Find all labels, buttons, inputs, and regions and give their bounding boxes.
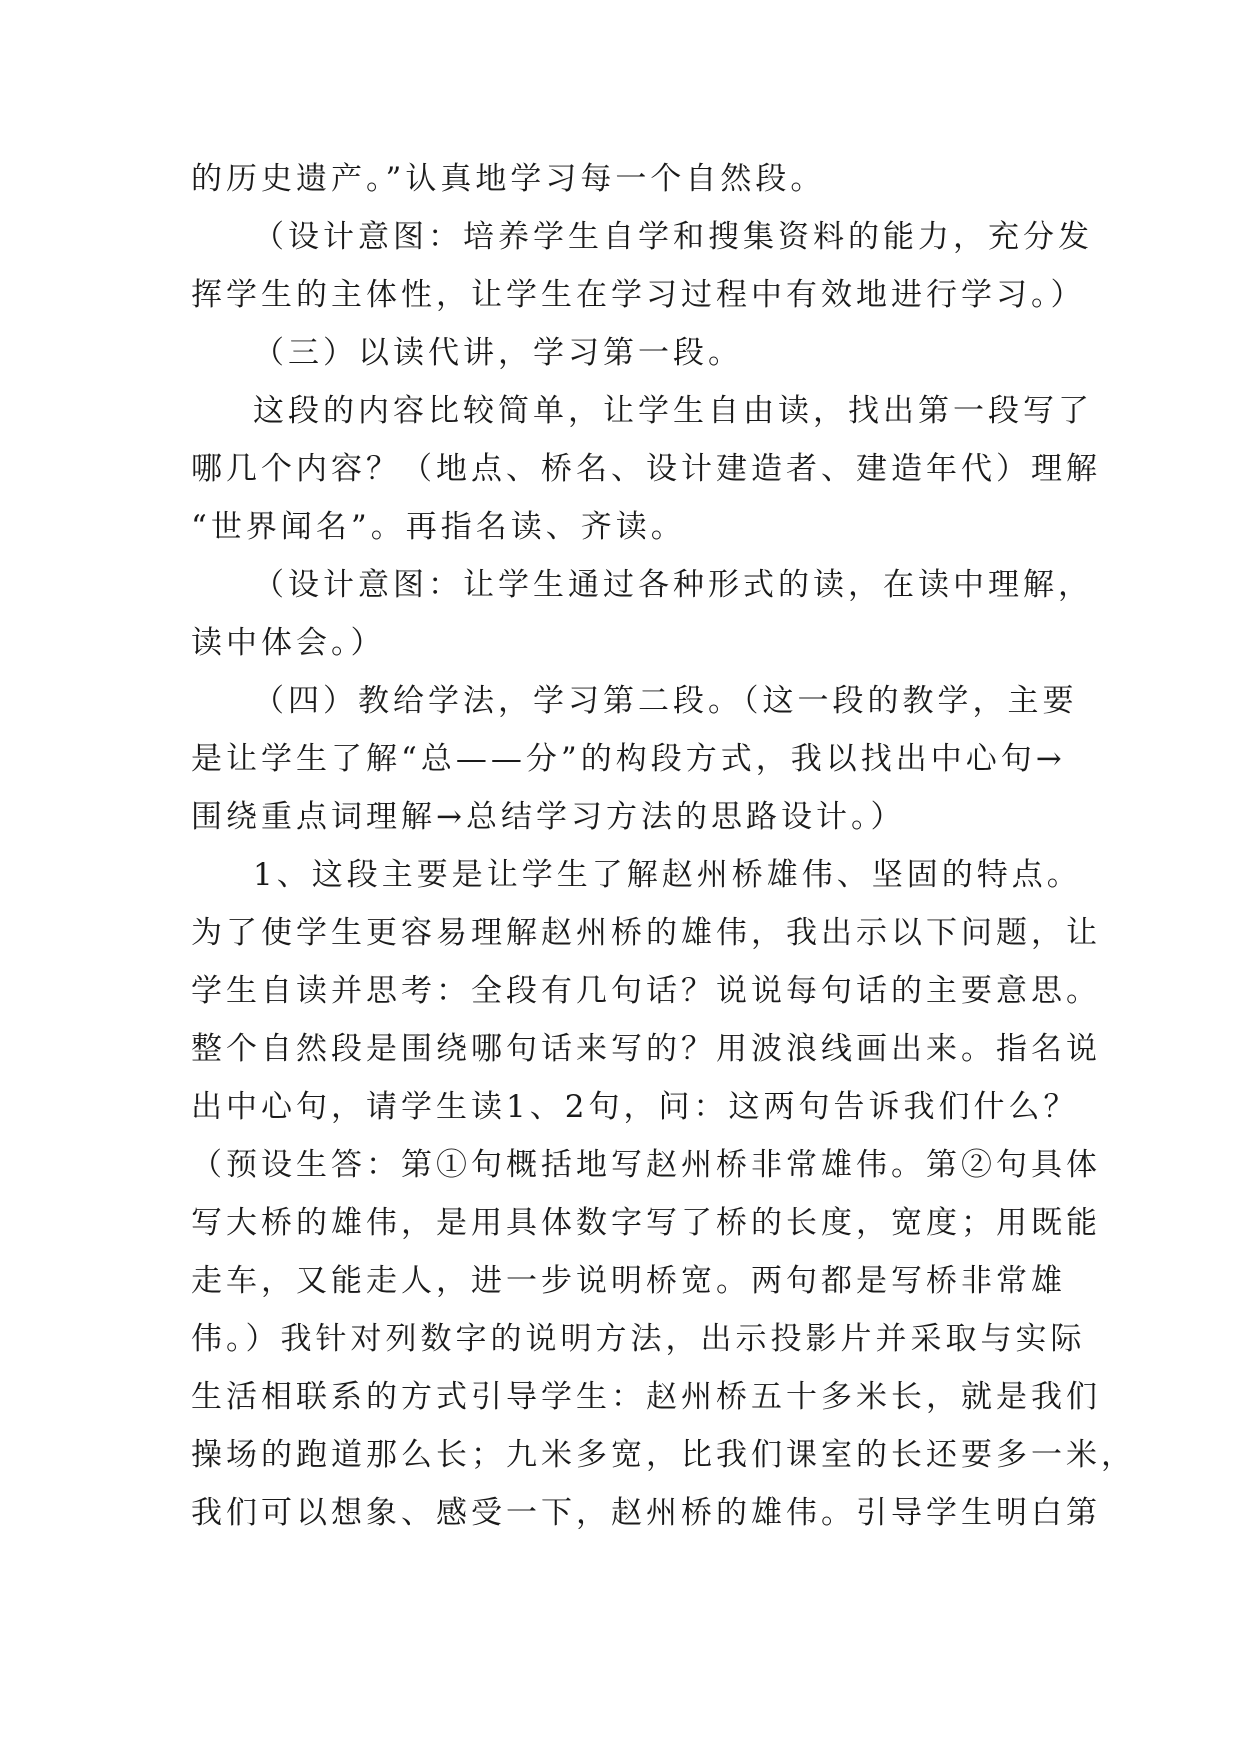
text-line: 伟。）我针对列数字的说明方法，出示投影片并采取与实际 [191, 1321, 1086, 1357]
text-line: 这段的内容比较简单，让学生自由读，找出第一段写了 [253, 393, 1093, 429]
text-line: 整个自然段是围绕哪句话来写的？用波浪线画出来。指名说 [191, 1031, 1101, 1067]
section-heading: （四）教给学法，学习第二段。（这一段的教学，主要 [253, 683, 1078, 719]
text-line: 的历史遗产。”认真地学习每一个自然段。 [191, 161, 826, 197]
text-line: 读中体会。） [191, 625, 386, 661]
text-line: （设计意图：让学生通过各种形式的读，在读中理解， [253, 567, 1093, 603]
text-line: 生活相联系的方式引导学生：赵州桥五十多米长，就是我们 [191, 1379, 1101, 1415]
text-line: （预设生答：第①句概括地写赵州桥非常雄伟。第②句具体 [191, 1147, 1101, 1183]
section-heading: （三）以读代讲，学习第一段。 [253, 335, 743, 371]
text-line: 1、这段主要是让学生了解赵州桥雄伟、坚固的特点。 [253, 857, 1082, 893]
text-line: 我们可以想象、感受一下，赵州桥的雄伟。引导学生明白第 [191, 1495, 1101, 1531]
text-line: （设计意图：培养学生自学和搜集资料的能力，充分发 [253, 219, 1093, 255]
text-line: 出中心句，请学生读1、2句，问：这两句告诉我们什么？ [191, 1089, 1079, 1125]
text-line: 学生自读并思考：全段有几句话？说说每句话的主要意思。 [191, 973, 1101, 1009]
text-line: 挥学生的主体性，让学生在学习过程中有效地进行学习。） [191, 277, 1086, 313]
text-line: 围绕重点词理解→总结学习方法的思路设计。） [191, 799, 906, 835]
text-line: “世界闻名”。再指名读、齐读。 [191, 509, 686, 545]
text-line: 是让学生了解“总——分”的构段方式，我以找出中心句→ [191, 741, 1066, 777]
text-line: 操场的跑道那么长；九米多宽，比我们课室的长还要多一米， [191, 1437, 1136, 1473]
text-line: 写大桥的雄伟，是用具体数字写了桥的长度，宽度；用既能 [191, 1205, 1101, 1241]
text-line: 哪几个内容？（地点、桥名、设计建造者、建造年代）理解 [191, 451, 1101, 487]
text-line: 为了使学生更容易理解赵州桥的雄伟，我出示以下问题，让 [191, 915, 1101, 951]
text-line: 走车，又能走人，进一步说明桥宽。两句都是写桥非常雄 [191, 1263, 1066, 1299]
body-text [191, 150, 1136, 1542]
